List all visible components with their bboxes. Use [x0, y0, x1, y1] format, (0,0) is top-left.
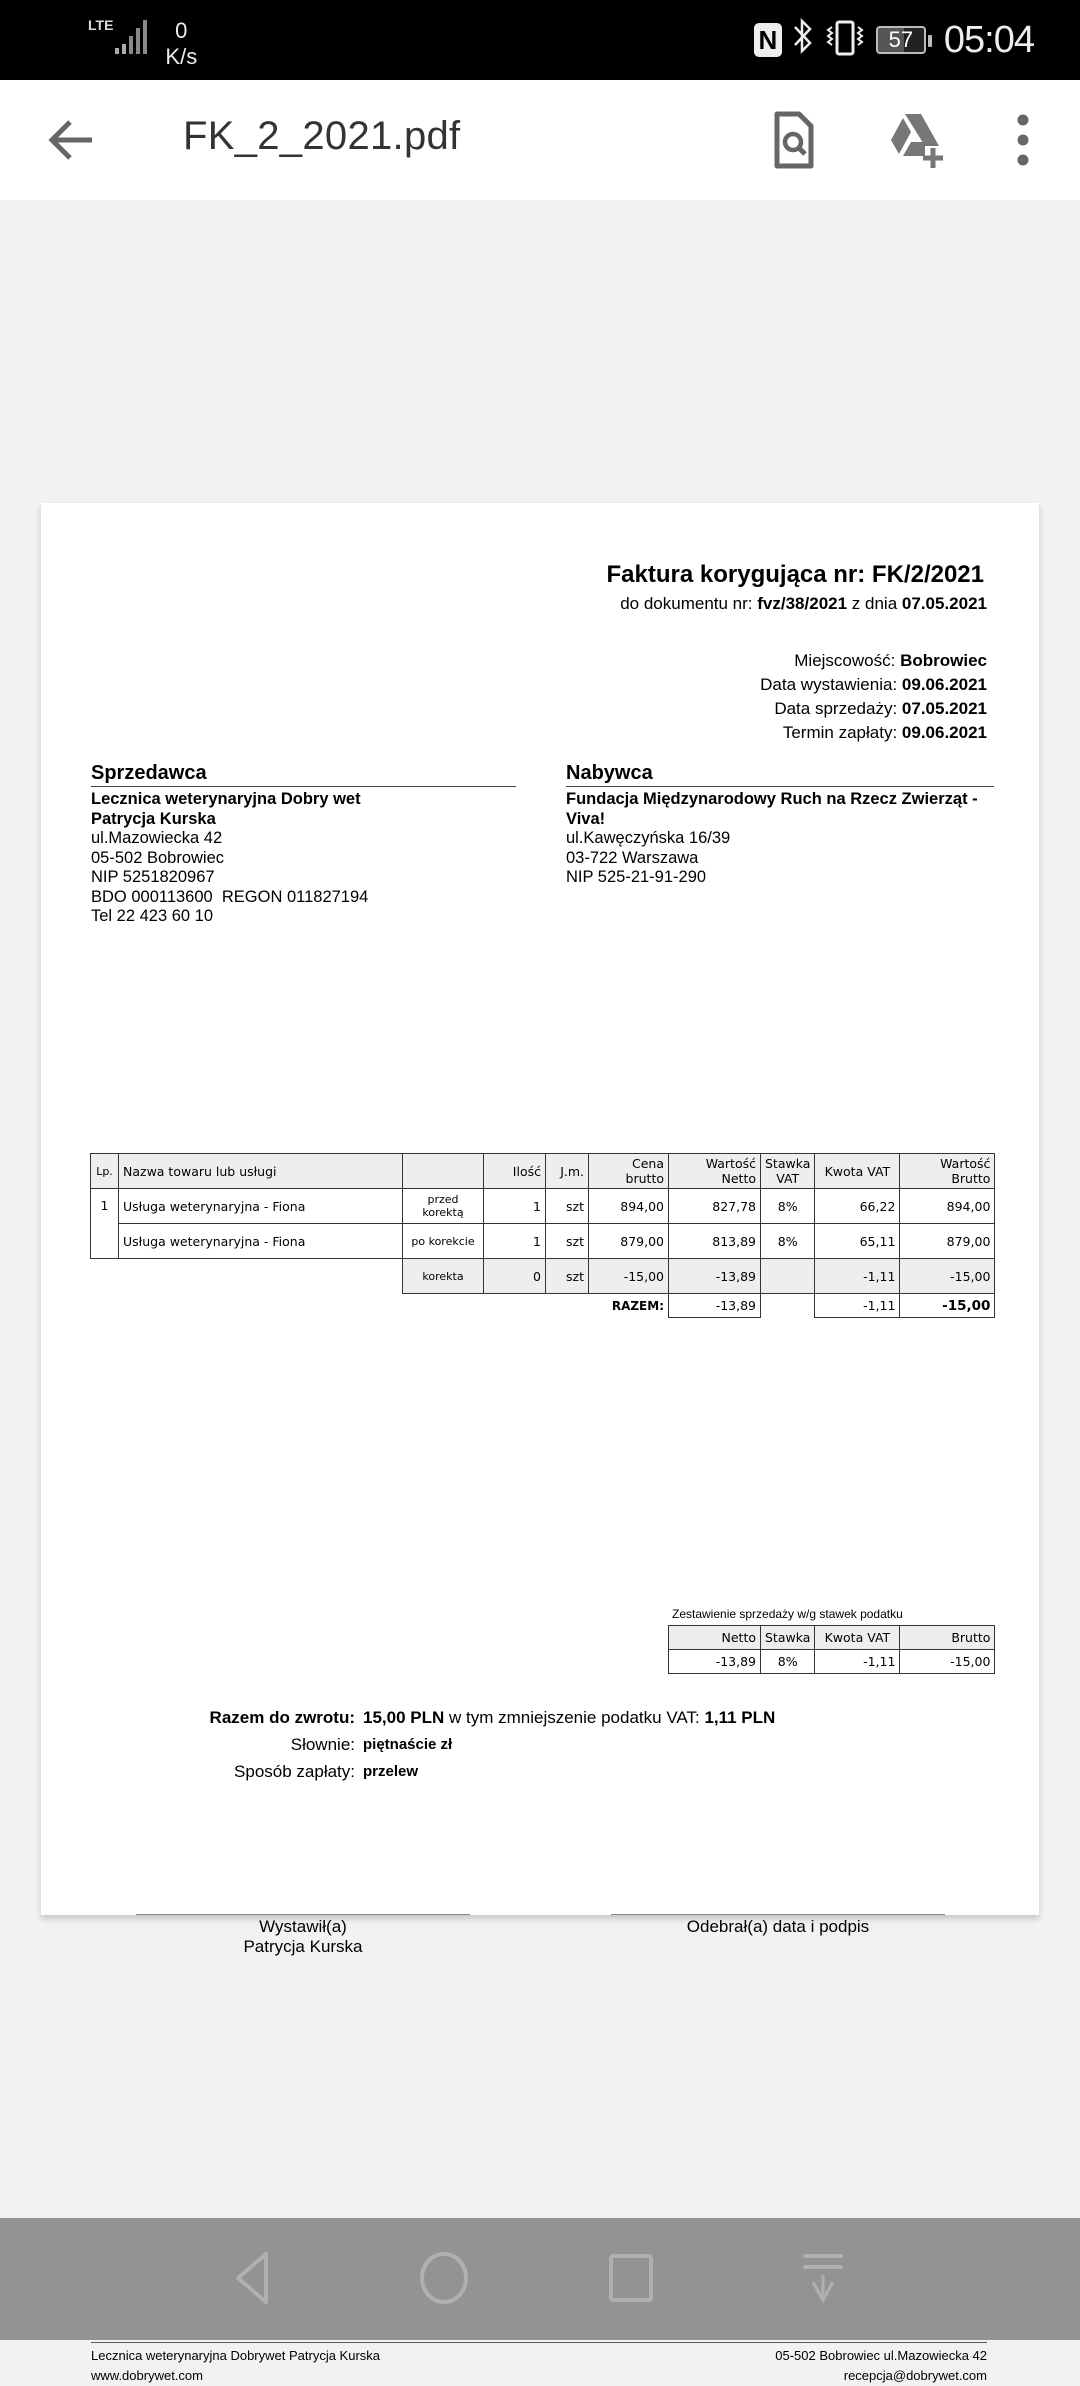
find-in-document-icon — [763, 110, 823, 170]
table-header: Lp. Nazwa towaru lub usługi Ilość J.m. Cena brutto Wartość Netto Stawka VAT Kwota VAT Wartość Brutto — [91, 1154, 995, 1189]
add-to-drive-button[interactable] — [885, 110, 945, 170]
correction-row: korekta 0 szt -15,00 -13,89 -1,11 -15,00 — [91, 1259, 995, 1294]
document-title: FK_2_2021.pdf — [183, 114, 461, 158]
status-bar — [0, 0, 1080, 80]
nav-recents-button[interactable] — [601, 2248, 661, 2308]
nav-back-button[interactable] — [226, 2248, 286, 2308]
vat-summary-header: Netto Stawka Kwota VAT Brutto — [669, 1626, 995, 1650]
status-left — [88, 18, 197, 70]
system-nav-bar — [0, 2218, 1080, 2340]
meta-due-date: Termin zapłaty: 09.06.2021 — [782, 723, 987, 742]
app-bar — [0, 80, 1080, 200]
network-type: LTE — [88, 17, 114, 33]
meta-sale-date: Data sprzedaży: 07.05.2021 — [774, 699, 987, 718]
network-speed: 0 K/s — [165, 18, 198, 69]
pdf-viewer[interactable] — [0, 200, 1080, 2383]
payment-summary — [131, 1704, 775, 1785]
hide-nav-icon — [793, 2248, 853, 2308]
vat-summary-row: -13,89 8% -1,11 -15,00 — [669, 1650, 995, 1674]
more-vert-icon — [1000, 110, 1046, 170]
status-right — [754, 14, 1034, 66]
clock: 05:04 — [943, 18, 1034, 61]
invoice-reference: do dokumentu nr: fvz/38/2021 z dnia 07.05.2021 — [620, 594, 987, 613]
back-button[interactable] — [44, 116, 100, 164]
home-circle-icon — [414, 2248, 474, 2308]
nfc-icon: N — [754, 23, 782, 57]
seller-block: Sprzedawca Lecznica weterynaryjna Dobry wet Patrycja Kurska ul.Mazowiecka 42 05-502 Bobrowiec NIP 5251820967 BDO 000113600 REGON 011827194 Tel 22 423 60 10 — [91, 761, 516, 927]
buyer-block: Nabywca Fundacja Międzynarodowy Ruch na Rzecz Zwierząt - Viva! ul.Kawęczyńska 16/39 03-722 Warszawa NIP 525-21-91-290 — [566, 761, 994, 888]
vat-summary-table — [668, 1625, 995, 1674]
table-row: 1 Usługa weterynaryjna - Fiona przed korektą 1 szt 894,00 827,78 8% 66,22 894,00 — [91, 1189, 995, 1224]
buyer-heading: Nabywca — [566, 761, 994, 787]
add-to-drive-icon — [885, 110, 947, 170]
meta-issue-date: Data wystawienia: 09.06.2021 — [760, 675, 987, 694]
payment-method-row: Sposób zapłaty: przelew — [234, 1762, 419, 1781]
signal-icon — [115, 18, 147, 54]
battery-icon: 57 — [876, 26, 926, 54]
receiver-signature: Odebrał(a) data i podpis — [611, 1914, 945, 1937]
issuer-signature: Wystawił(a) Patrycja Kurska — [136, 1914, 470, 1957]
more-options-button[interactable] — [1000, 110, 1046, 170]
pdf-page — [41, 503, 1039, 2383]
total-row: RAZEM: -13,89 -1,11 -15,00 — [91, 1294, 995, 1318]
recents-square-icon — [601, 2248, 661, 2308]
meta-place: Miejscowość: Bobrowiec — [794, 651, 987, 670]
website-link[interactable]: www.dobrywet.com — [91, 2368, 203, 2383]
footer-info: Lecznica weterynaryjna Dobrywet Patrycja Kurska 05-502 Bobrowiec ul.Mazowiecka 42 www.dobrywet.com recepcja@dobrywet.com — [91, 2346, 987, 2386]
nav-home-button[interactable] — [414, 2248, 474, 2308]
invoice-meta — [760, 649, 987, 745]
vat-summary-label: Zestawienie sprzedaży w/g stawek podatku — [672, 1607, 903, 1621]
back-triangle-icon — [226, 2248, 286, 2308]
items-table — [90, 1153, 995, 1318]
table-row: Usługa weterynaryjna - Fiona po korekcie 1 szt 879,00 813,89 8% 65,11 879,00 — [91, 1224, 995, 1259]
amount-in-words-row: Słownie: piętnaście zł — [290, 1735, 453, 1754]
back-arrow-icon — [44, 116, 100, 164]
invoice-title: Faktura korygująca nr: FK/2/2021 — [606, 561, 984, 588]
seller-heading: Sprzedawca — [91, 761, 516, 787]
nav-hide-button[interactable] — [793, 2248, 853, 2308]
find-in-document-button[interactable] — [763, 110, 823, 170]
email-link[interactable]: recepcja@dobrywet.com — [843, 2368, 987, 2383]
vibrate-icon — [824, 19, 866, 62]
bluetooth-icon — [792, 18, 814, 62]
refund-row: Razem do zwrotu: 15,00 PLN w tym zmniejszenie podatku VAT: 1,11 PLN — [209, 1708, 776, 1727]
